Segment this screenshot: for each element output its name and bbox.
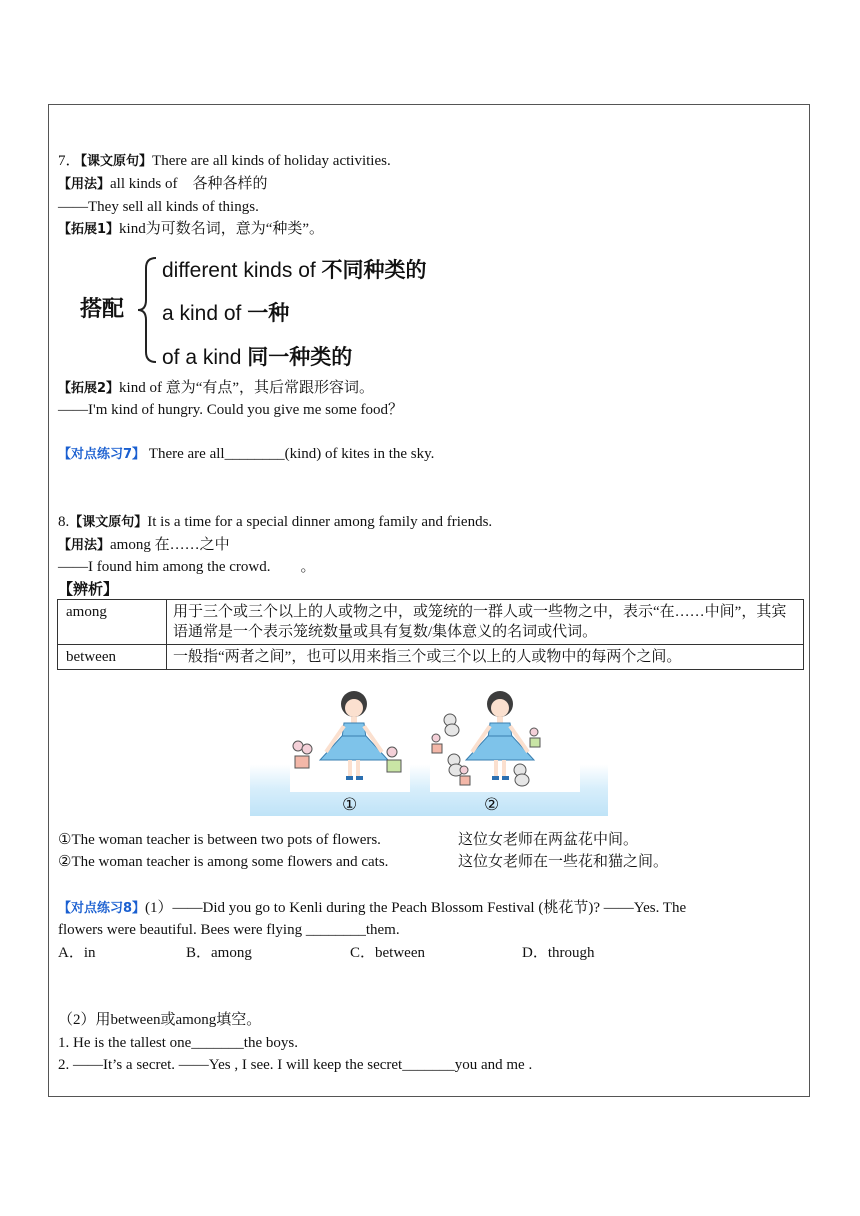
extension-2-text: kind of 意为“有点”，其后常跟形容词。 (119, 380, 375, 396)
usage-text: among 在……之中 (110, 537, 230, 553)
picture-label: ② (484, 795, 500, 814)
tag-practice-7: 【对点练习7】 (58, 447, 146, 462)
collocation-lead: 搭配 (80, 297, 125, 322)
collocation-diagram (78, 252, 468, 370)
item7-example2: ——I'm kind of hungry. Could you give me some food？ (58, 402, 404, 418)
example-sentence-2 (58, 852, 669, 872)
item8-usage (58, 535, 230, 556)
item-number: 7． (58, 153, 81, 169)
comparison-table (57, 599, 804, 670)
item-number: 8. (58, 514, 70, 530)
table-cell-word: among (58, 600, 167, 645)
original-sentence: It is a time for a special dinner among family and friends. (147, 514, 493, 530)
tag-original-sentence: 【课文原句】 (80, 154, 153, 169)
part2-title: （2）用between或among填空。 (58, 1012, 262, 1028)
practice8-line1 (58, 898, 686, 919)
collocation-item: of a kind 同一种类的 (162, 345, 353, 369)
item7-example: ——They sell all kinds of things. (58, 199, 259, 215)
sentence-chinese: 这位女老师在一些花和猫之间。 (458, 854, 669, 870)
table-cell-word: between (58, 645, 167, 670)
table-row (58, 645, 804, 670)
sentence-english: ②The woman teacher is among some flowers and cats. (58, 854, 389, 870)
practice8-line2: flowers were beautiful. Bees were flying ________them. (58, 922, 400, 938)
sentence-chinese: 这位女老师在两盆花中间。 (458, 832, 639, 848)
illustration-drawing (250, 680, 608, 816)
tag-extension-1: 【拓展1】 (58, 222, 120, 237)
practice7 (58, 444, 434, 465)
example-sentence-1 (58, 830, 639, 850)
answer-options (58, 943, 595, 963)
curly-brace (136, 256, 160, 364)
tag-discrimination: 【辨析】 (58, 580, 119, 598)
table-row (58, 600, 804, 645)
fill-question-1: 1. He is the tallest one_______the boys. (58, 1035, 298, 1051)
practice-8-question: (1）——Did you go to Kenli during the Peach Blossom Festival (桃花节)? ——Yes. The (145, 900, 687, 916)
option-b[interactable]: B．among (186, 945, 252, 961)
tag-usage: 【用法】 (58, 538, 111, 553)
option-d[interactable]: D．through (522, 945, 595, 961)
illustration (250, 680, 608, 816)
fill-question-2: 2. ——It’s a secret. ——Yes , I see. I will keep the secret_______you and me . (58, 1057, 533, 1073)
tag-practice-8: 【对点练习8】 (58, 901, 146, 916)
item7-extension1 (58, 219, 324, 240)
option-a[interactable]: A．in (58, 945, 96, 961)
item8-example: ——I found him among the crowd. 。 (58, 559, 316, 575)
table-cell-description: 一般指“两者之间”，也可以用来指三个或三个以上的人或物中的每两个之间。 (167, 645, 804, 670)
practice-7-question: There are all________(kind) of kites in the sky. (145, 446, 435, 462)
tag-original-sentence: 【课文原句】 (69, 515, 148, 530)
item7-extension2 (58, 378, 374, 399)
table-cell-description: 用于三个或三个以上的人或物之中，或笼统的一群人或一些物之中，表示“在……中间”，其宾语通常是一个表示笼统数量或具有复数/集体意义的名词或代词。 (167, 600, 804, 645)
option-c[interactable]: C．between (350, 945, 425, 961)
item7-heading (58, 151, 391, 172)
usage-text: all kinds of 各种各样的 (110, 176, 268, 192)
original-sentence: There are all kinds of holiday activities. (152, 153, 391, 169)
tag-extension-2: 【拓展2】 (58, 381, 120, 396)
item7-usage (58, 174, 268, 195)
collocation-item: different kinds of 不同种类的 (162, 258, 427, 282)
tag-usage: 【用法】 (58, 177, 111, 192)
extension-1-text: kind为可数名词，意为“种类”。 (119, 221, 325, 237)
picture-label: ① (342, 795, 358, 814)
item8-heading (58, 512, 492, 533)
sentence-english: ①The woman teacher is between two pots of flowers. (58, 832, 381, 848)
collocation-item: a kind of 一种 (162, 301, 290, 325)
